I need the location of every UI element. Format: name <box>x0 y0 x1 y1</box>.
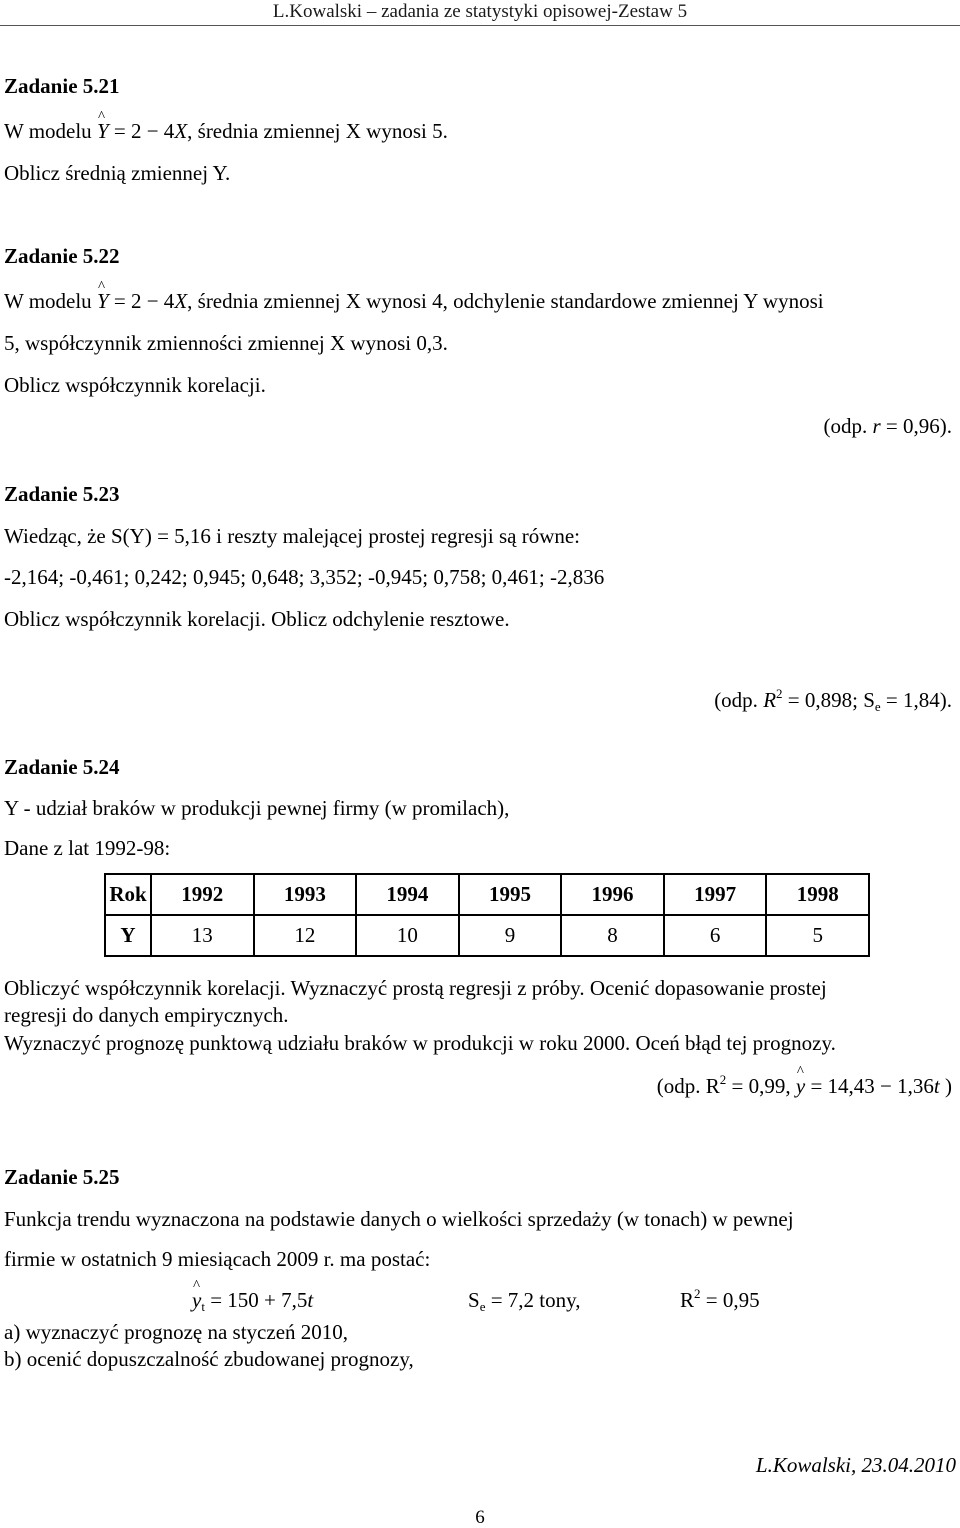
task-5-24-title: Zadanie 5.24 <box>4 755 120 779</box>
superscript: 2 <box>719 1072 727 1087</box>
task-5-22-title: Zadanie 5.22 <box>4 244 120 268</box>
year-cell: 1997 <box>664 874 767 915</box>
task-5-24-answer <box>656 1072 952 1098</box>
task-5-23-residuals: -2,164; -0,461; 0,242; 0,945; 0,648; 3,352; -0,945; 0,758; 0,461; -2,836 <box>4 565 605 589</box>
r-variable: r <box>872 414 881 438</box>
header-divider <box>0 25 960 26</box>
equation-rhs: = 2 − 4 <box>108 119 175 143</box>
task-5-24-line3: Obliczyć współczynnik korelacji. Wyznaczyć prostą regresji z próby. Ocenić dopasowanie prostej <box>4 976 827 1000</box>
value-cell: 12 <box>254 915 357 956</box>
text-fragment: , średnia zmiennej X wynosi 4, odchylenie standardowe zmiennej Y wynosi <box>187 289 824 313</box>
value-cell: 5 <box>766 915 869 956</box>
author-signature: L.Kowalski, 23.04.2010 <box>755 1453 956 1477</box>
subscript: e <box>874 699 881 714</box>
superscript: 2 <box>694 1286 701 1301</box>
task-5-21-title: Zadanie 5.21 <box>4 74 120 98</box>
task-5-25-title: Zadanie 5.25 <box>4 1165 120 1189</box>
task-5-23-answer <box>714 686 952 714</box>
text-fragment: = 0,99, <box>726 1074 796 1098</box>
y-hat-symbol: ^ Y <box>97 291 109 312</box>
year-cell: 1995 <box>459 874 562 915</box>
value-cell: 13 <box>151 915 254 956</box>
task-5-24-line2: Dane z lat 1992-98: <box>4 836 171 860</box>
text-fragment: (odp. <box>714 688 764 712</box>
y-hat-symbol: ^ Y <box>97 121 109 142</box>
task-5-24-line4: regresji do danych empirycznych. <box>4 1003 289 1027</box>
text-fragment: = 0,96). <box>880 414 952 438</box>
list-item-b: b) ocenić dopuszczalność zbudowanej prognozy, <box>4 1347 414 1371</box>
t-variable: t <box>307 1288 314 1312</box>
subscript: t <box>201 1299 205 1314</box>
value-cell: 6 <box>664 915 767 956</box>
task-5-24-line5: Wyznaczyć prognozę punktową udziału braków w produkcji w roku 2000. Oceń błąd tej prognozy. <box>4 1031 836 1055</box>
text-fragment: = 1,84). <box>880 688 952 712</box>
superscript: 2 <box>776 686 783 701</box>
page-number: 6 <box>475 1507 485 1528</box>
text-fragment: (odp. <box>823 414 873 438</box>
residual-std-formula <box>468 1288 581 1314</box>
y-hat-symbol: ^ y <box>192 1290 201 1311</box>
value-cell: 9 <box>459 915 562 956</box>
task-5-21-line2: Oblicz średnią zmiennej Y. <box>4 161 231 185</box>
text-fragment: = 7,2 tony, <box>485 1288 581 1312</box>
task-5-23-line1: Wiedząc, że S(Y) = 5,16 i reszty malejącej prostej regresji są równe: <box>4 524 581 548</box>
year-cell: 1993 <box>254 874 357 915</box>
equation-rhs: = 2 − 4 <box>108 289 175 313</box>
task-5-22-answer <box>823 416 952 437</box>
x-variable: X <box>174 289 188 313</box>
t-variable: t <box>933 1074 940 1098</box>
trend-formula <box>192 1288 314 1314</box>
text-fragment: , średnia zmiennej X wynosi 5. <box>187 119 448 143</box>
equation-rhs: = 14,43 − 1,36 <box>805 1074 934 1098</box>
task-5-25-line1: Funkcja trendu wyznaczona na podstawie danych o wielkości sprzedaży (w tonach) w pewnej <box>4 1207 794 1231</box>
year-cell: 1992 <box>151 874 254 915</box>
text-fragment: ) <box>939 1074 952 1098</box>
r-squared-formula <box>680 1286 760 1312</box>
list-item-a: a) wyznaczyć prognozę na styczeń 2010, <box>4 1320 349 1344</box>
text-fragment: R <box>680 1288 695 1312</box>
text-fragment: = 0,95 <box>700 1288 760 1312</box>
task-5-23-title: Zadanie 5.23 <box>4 482 120 506</box>
y-hat-symbol: ^ y <box>796 1076 805 1097</box>
text-fragment: S <box>468 1288 480 1312</box>
task-5-22-line2: 5, współczynnik zmienności zmiennej X wynosi 0,3. <box>4 331 448 355</box>
table-row <box>105 874 869 915</box>
task-5-21-line1 <box>4 121 448 142</box>
text-fragment: (odp. R <box>656 1074 720 1098</box>
value-cell: 8 <box>561 915 664 956</box>
text-fragment: = 0,898; S <box>782 688 875 712</box>
task-5-22-line1 <box>4 291 824 312</box>
year-cell: 1994 <box>356 874 459 915</box>
year-cell: 1998 <box>766 874 869 915</box>
task-5-24-line1: Y - udział braków w produkcji pewnej firmy (w promilach), <box>4 796 510 820</box>
page-header-title: L.Kowalski – zadania ze statystyki opisowej-Zestaw 5 <box>272 1 688 22</box>
table-row <box>105 915 869 956</box>
equation-rhs: = 150 + 7,5 <box>204 1288 308 1312</box>
row-label-y: Y <box>105 915 151 956</box>
r-variable: R <box>763 688 777 712</box>
x-variable: X <box>174 119 188 143</box>
subscript: e <box>479 1299 486 1314</box>
value-cell: 10 <box>356 915 459 956</box>
task-5-23-line3: Oblicz współczynnik korelacji. Oblicz odchylenie resztowe. <box>4 607 510 631</box>
text-fragment: W modelu <box>4 289 97 313</box>
year-cell: 1996 <box>561 874 664 915</box>
task-5-22-line3: Oblicz współczynnik korelacji. <box>4 373 266 397</box>
row-label-rok: Rok <box>105 874 151 915</box>
data-table <box>104 873 870 957</box>
task-5-25-line2: firmie w ostatnich 9 miesiącach 2009 r. ma postać: <box>4 1247 431 1271</box>
text-fragment: W modelu <box>4 119 97 143</box>
